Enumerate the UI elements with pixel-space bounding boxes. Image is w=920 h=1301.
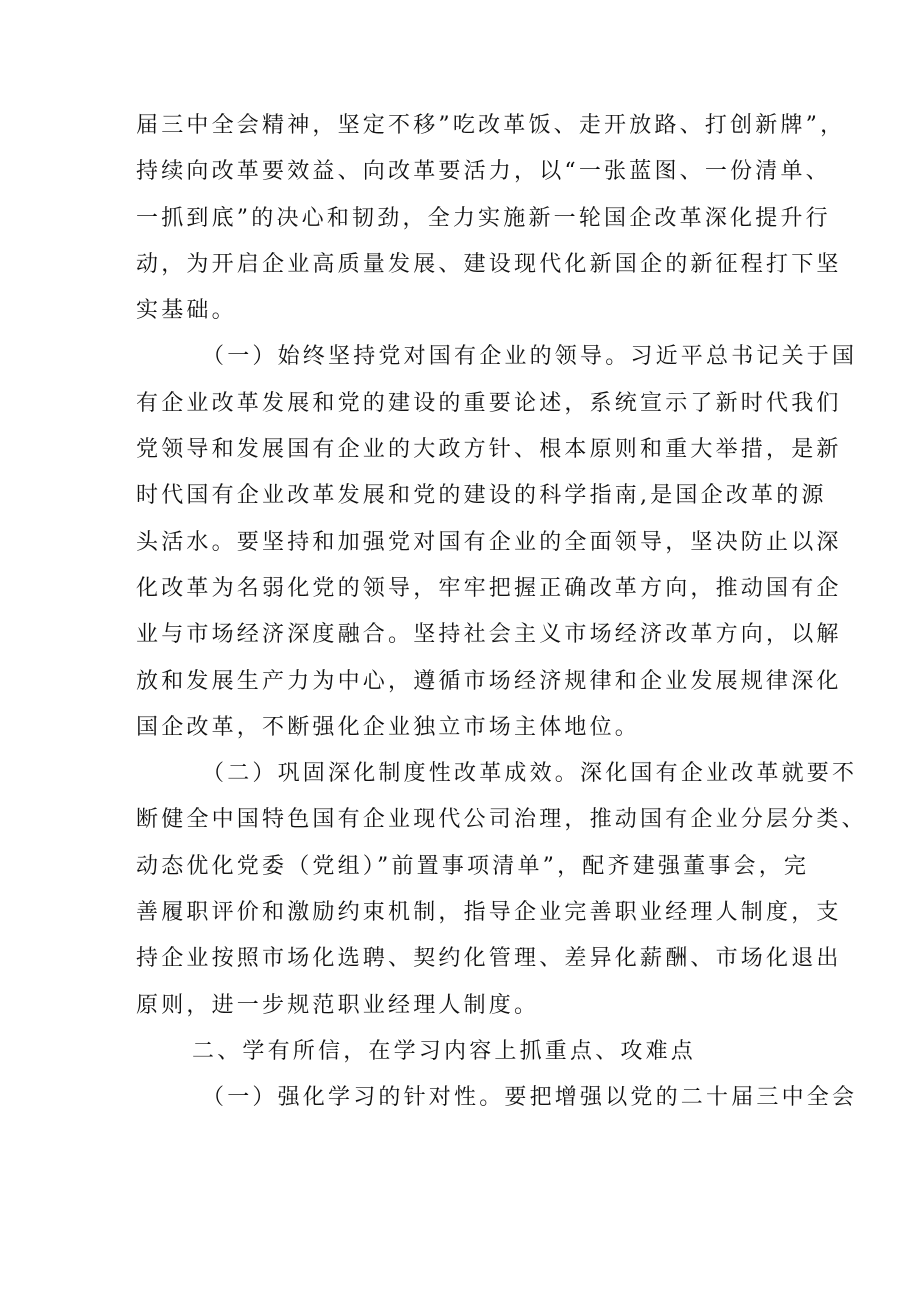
chapter-heading: 二、学有所信，在学习内容上抓重点、攻难点 — [192, 1038, 697, 1064]
text-line: 有企业改革发展和党的建设的重要论述，系统宣示了新时代我们 — [136, 390, 842, 416]
text-line: 时代国有企业改革发展和党的建设的科学指南,是国企改革的源 — [136, 483, 827, 509]
text-line: 业与市场经济深度融合。坚持社会主义市场经济改革方向，以解 — [136, 622, 842, 648]
text-line: 国企改革，不断强化企业独立市场主体地位。 — [136, 714, 641, 740]
text-line: 断健全中国特色国有企业现代公司治理，推动国有企业分层分类、 — [136, 807, 867, 833]
text-line: 放和发展生产力为中心，遵循市场经济规律和企业发展规律深化 — [136, 668, 842, 694]
text-line: 原则，进一步规范职业经理人制度。 — [136, 992, 540, 1018]
section-heading-3: （一）强化学习的针对性。要把增强以党的二十届三中全会 — [202, 1085, 858, 1111]
text-line: 头活水。要坚持和加强党对国有企业的全面领导，坚决防止以深 — [136, 529, 842, 555]
section-heading-1: （一）始终坚持党对国有企业的领导。习近平总书记关于国 — [202, 344, 858, 370]
text-line: 持企业按照市场化选聘、契约化管理、差异化薪酬、市场化退出 — [136, 946, 842, 972]
document-body — [136, 103, 867, 1122]
text-line: 实基础。 — [136, 298, 237, 324]
text-line: 一抓到底”的决心和韧劲，全力实施新一轮国企改革深化提升行 — [136, 205, 831, 231]
text-line: 届三中全会精神，坚定不移”吃改革饭、走开放路、打创新牌”， — [136, 113, 846, 138]
section-heading-2: （二）巩固深化制度性改革成效。深化国有企业改革就要不 — [202, 761, 858, 787]
text-line: 动态优化党委（党组）”前置事项清单”，配齐建强董事会，完 — [136, 853, 810, 879]
text-line: 化改革为名弱化党的领导，牢牢把握正确改革方向，推动国有企 — [136, 575, 842, 601]
text-line: 持续向改革要效益、向改革要活力，以“一张蓝图、一份清单、 — [136, 159, 831, 185]
text-line: 动，为开启企业高质量发展、建设现代化新国企的新征程打下坚 — [136, 251, 842, 277]
text-line: 党领导和发展国有企业的大政方针、根本原则和重大举措，是新 — [136, 437, 842, 463]
text-line: 善履职评价和激励约束机制，指导企业完善职业经理人制度，支 — [136, 900, 842, 926]
